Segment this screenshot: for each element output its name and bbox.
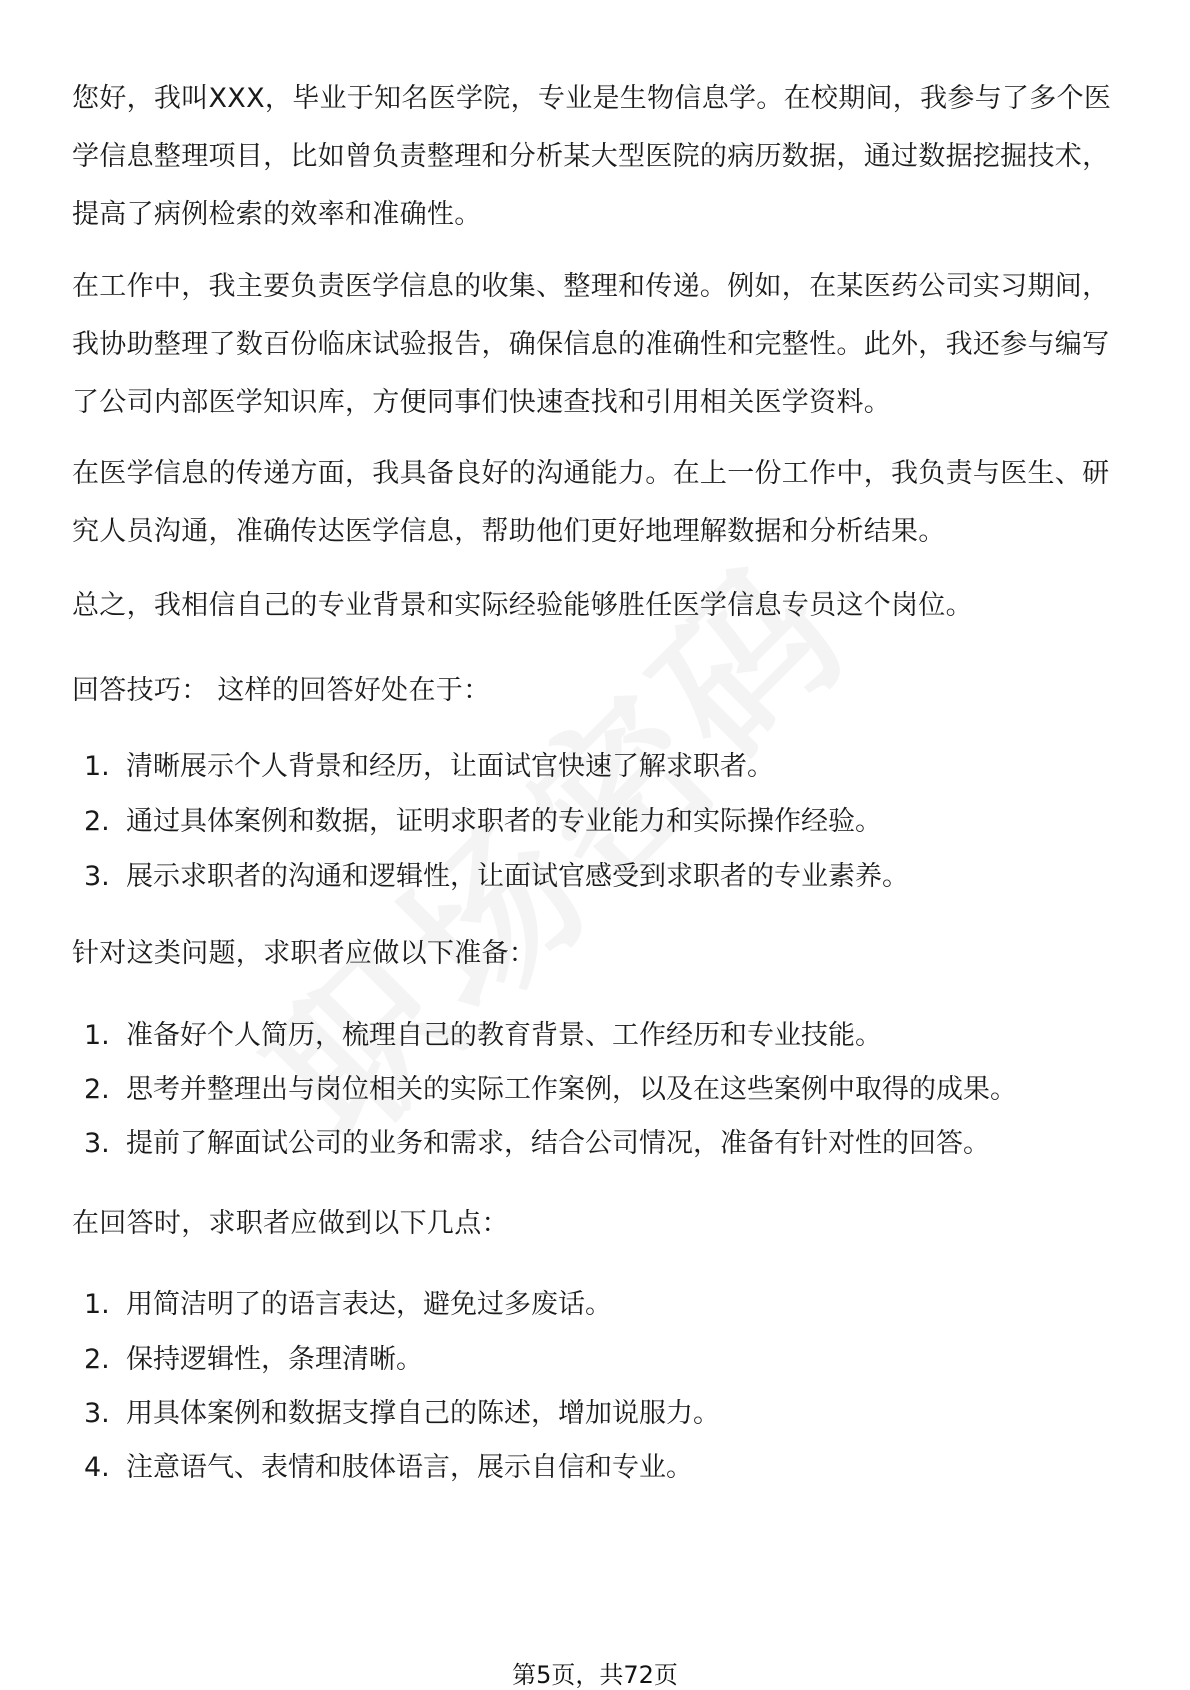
- tips-heading: 回答技巧： 这样的回答好处在于：: [72, 675, 491, 706]
- list-text: 准备好个人简历，梳理自己的教育背景、工作经历和专业技能。: [126, 1020, 882, 1051]
- list-text: 展示求职者的沟通和逻辑性，让面试官感受到求职者的专业素养。: [126, 861, 909, 892]
- list-item: [84, 1331, 1114, 1389]
- list-text: 清晰展示个人背景和经历，让面试官快速了解求职者。: [126, 751, 774, 782]
- list-text: 思考并整理出与岗位相关的实际工作案例，以及在这些案例中取得的成果。: [126, 1074, 1017, 1105]
- intro-paragraph: 您好，我叫XXX，毕业于知名医学院，专业是生物信息学。在校期间，我参与了多个医学信息整理项目，比如曾负责整理和分析某大型医院的病历数据，通过数据挖掘技术，提高了病例检索的效率和准确性。: [72, 83, 1112, 230]
- page-number-footer: 第5页，共72页: [512, 1661, 678, 1689]
- list-number: 1.: [84, 751, 110, 782]
- list-item: [84, 1385, 1114, 1443]
- list-number: 2.: [84, 1344, 110, 1375]
- list-item: [84, 848, 1114, 906]
- list-text: 提前了解面试公司的业务和需求，结合公司情况，准备有针对性的回答。: [126, 1128, 990, 1159]
- work-paragraph: 在工作中，我主要负责医学信息的收集、整理和传递。例如，在某医药公司实习期间，我协助整理了数百份临床试验报告，确保信息的准确性和完整性。此外，我还参与编写了公司内部医学知识库，方便同事们快速查找和引用相关医学资料。: [72, 271, 1110, 418]
- communication-paragraph: 在医学信息的传递方面，我具备良好的沟通能力。在上一份工作中，我负责与医生、研究人员沟通，准确传达医学信息，帮助他们更好地理解数据和分析结果。: [72, 458, 1110, 547]
- list-number: 2.: [84, 1074, 110, 1105]
- list-item: [84, 1061, 1114, 1119]
- preparation-heading: 针对这类问题，求职者应做以下准备：: [72, 938, 537, 969]
- list-text: 保持逻辑性，条理清晰。: [126, 1344, 423, 1375]
- list-text: 通过具体案例和数据，证明求职者的专业能力和实际操作经验。: [126, 806, 882, 837]
- list-item: [84, 738, 1114, 796]
- list-item: [84, 1007, 1114, 1065]
- list-item: [84, 1439, 1114, 1497]
- list-item: [84, 1115, 1114, 1173]
- list-text: 注意语气、表情和肢体语言，展示自信和专业。: [126, 1452, 693, 1483]
- list-text: 用具体案例和数据支撑自己的陈述，增加说服力。: [126, 1398, 720, 1429]
- list-number: 4.: [84, 1452, 110, 1483]
- list-number: 3.: [84, 1128, 110, 1159]
- list-text: 用简洁明了的语言表达，避免过多废话。: [126, 1289, 612, 1320]
- answering-heading: 在回答时，求职者应做到以下几点：: [72, 1208, 509, 1239]
- list-item: [84, 1276, 1114, 1334]
- list-number: 2.: [84, 806, 110, 837]
- list-number: 3.: [84, 1398, 110, 1429]
- summary-paragraph: 总之，我相信自己的专业背景和实际经验能够胜任医学信息专员这个岗位。: [72, 590, 973, 621]
- list-number: 1.: [84, 1020, 110, 1051]
- list-item: [84, 793, 1114, 851]
- list-number: 3.: [84, 861, 110, 892]
- list-number: 1.: [84, 1289, 110, 1320]
